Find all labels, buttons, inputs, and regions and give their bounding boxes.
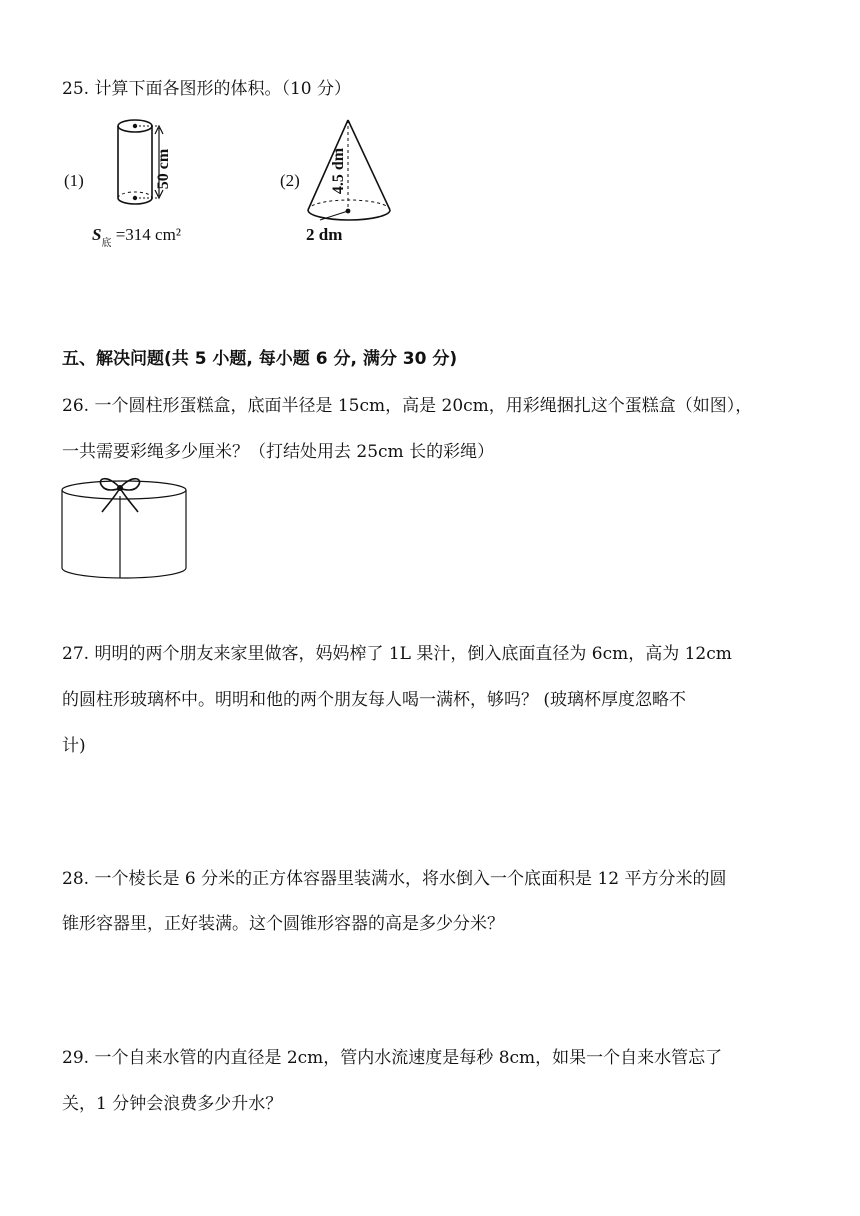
fig1-label: (1) [64,171,84,190]
cylinder-base-area: $S_底 =314$ cm² [92,225,181,249]
q27-line3: 计) [62,736,86,756]
cone-height-label: 4.5 dm [330,147,348,195]
q26-line1: 26. 一个圆柱形蛋糕盒，底面半径是 15cm，高是 20cm，用彩绳捆扎这个蛋糕盒（如图）， [62,396,753,416]
q26-line2: 一共需要彩绳多少厘米？（打结处用去 25cm 长的彩绳） [62,442,495,462]
q27-line2: 的圆柱形玻璃杯中。明明和他的两个朋友每人喝一满杯，够吗？ (玻璃杯厚度忽略不 [62,690,687,710]
q25-title: 25. 计算下面各图形的体积。（10 分） [62,79,351,99]
cone-radius-label: 2 dm [306,225,343,244]
fig2-label: (2) [280,171,300,190]
q28-line1: 28. 一个棱长是 6 分米的正方体容器里装满水，将水倒入一个底面积是 12 平方分米的圆 [62,869,727,889]
q28-line2: 锥形容器里，正好装满。这个圆锥形容器的高是多少分米？ [62,914,504,934]
cylinder-height-label: 50 cm [155,148,173,190]
q29-line1: 29. 一个自来水管的内直径是 2cm，管内水流速度是每秒 8cm，如果一个自来水管忘了 [62,1048,723,1068]
q27-line1: 27. 明明的两个朋友来家里做客，妈妈榨了 1L 果汁，倒入底面直径为 6cm，高为 12cm [62,644,732,664]
cake-box-figure [58,472,193,584]
section5-title: 五、解决问题(共 5 小题, 每小题 6 分, 满分 30 分) [62,349,458,369]
q29-line2: 关，1 分钟会浪费多少升水？ [62,1094,283,1114]
